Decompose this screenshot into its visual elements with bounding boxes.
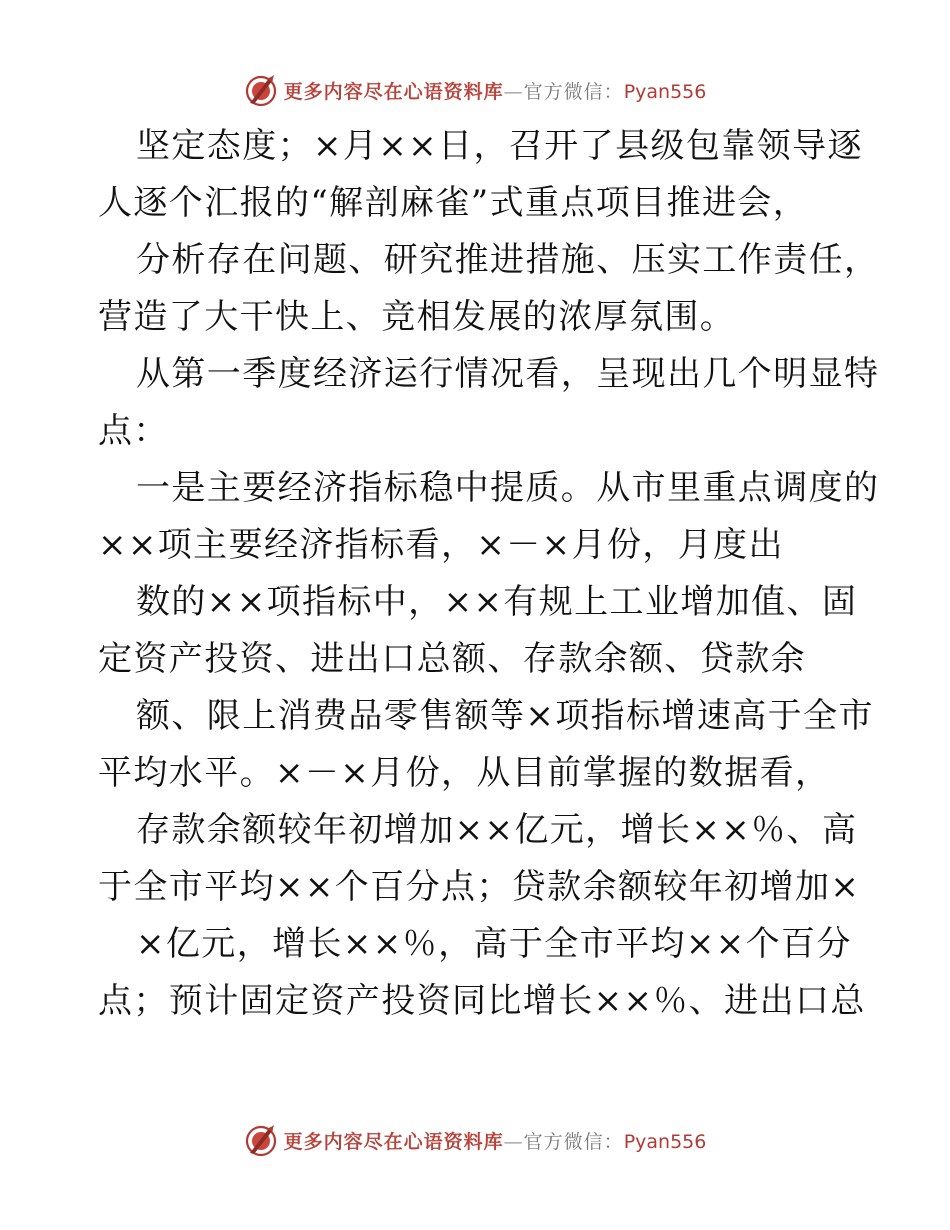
header-watermark	[0, 70, 950, 110]
watermark-dash: —	[503, 1130, 524, 1153]
text-line	[98, 916, 858, 973]
quill-logo-icon	[244, 73, 278, 107]
text-line-content: 坚定态度；×月××日，召开了县级包靠领导逐	[136, 126, 863, 166]
text-line-content: 于全市平均××个百分点；贷款余额较年初增加×	[98, 867, 861, 907]
text-line	[98, 688, 874, 745]
text-line-content: 平均水平。×－×月份，从目前掌握的数据看，	[98, 753, 831, 793]
text-line-content: 点；预计固定资产投资同比增长××％、进出口总	[98, 981, 866, 1021]
watermark-text	[284, 1127, 707, 1154]
watermark-brand: 更多内容尽在心语资料库	[283, 80, 504, 103]
text-line	[98, 232, 880, 289]
watermark-dash: —	[503, 80, 524, 103]
text-line	[98, 118, 863, 175]
quill-logo-icon	[244, 1123, 278, 1157]
text-line	[98, 403, 858, 460]
text-line-content: 从第一季度经济运行情况看，呈现出几个明显特	[136, 354, 880, 394]
document-body	[98, 118, 880, 1030]
text-line-content: 数的××项指标中，××有规上工业增加值、固	[136, 582, 858, 622]
text-line	[98, 574, 858, 631]
text-line	[98, 460, 880, 517]
text-line-content: ×亿元，增长××％，高于全市平均××个百分	[136, 924, 852, 964]
text-line-content: 一是主要经济指标稳中提质。从市里重点调度的	[136, 468, 880, 508]
text-line-content: 营造了大干快上、竞相发展的浓厚氛围。	[98, 297, 736, 337]
watermark-brand: 更多内容尽在心语资料库	[283, 1130, 504, 1153]
text-line	[98, 289, 858, 346]
text-line-content: 分析存在问题、研究推进措施、压实工作责任，	[136, 240, 880, 280]
text-line-content: 额、限上消费品零售额等×项指标增速高于全市	[136, 696, 874, 736]
text-line-content: 人逐个汇报的“解剖麻雀”式重点项目推进会，	[98, 183, 809, 223]
watermark-official: 官方微信：	[523, 80, 624, 103]
text-line-content: ××项主要经济指标看，×－×月份，月度出	[98, 525, 784, 565]
watermark-account: Pyan556	[623, 1130, 707, 1153]
text-line	[98, 517, 858, 574]
text-line	[98, 859, 861, 916]
footer-watermark	[0, 1120, 950, 1160]
watermark-text	[284, 77, 707, 104]
text-line	[98, 802, 858, 859]
text-line-content: 定资产投资、进出口总额、存款余额、贷款余	[98, 639, 806, 679]
text-line	[98, 346, 880, 403]
text-line-content: 点：	[98, 411, 169, 451]
text-line	[98, 631, 858, 688]
watermark-account: Pyan556	[623, 80, 707, 103]
text-line	[98, 175, 858, 232]
text-line	[98, 973, 866, 1030]
text-line-content: 存款余额较年初增加××亿元，增长××％、高	[136, 810, 858, 850]
text-line	[98, 745, 858, 802]
watermark-official: 官方微信：	[523, 1130, 624, 1153]
